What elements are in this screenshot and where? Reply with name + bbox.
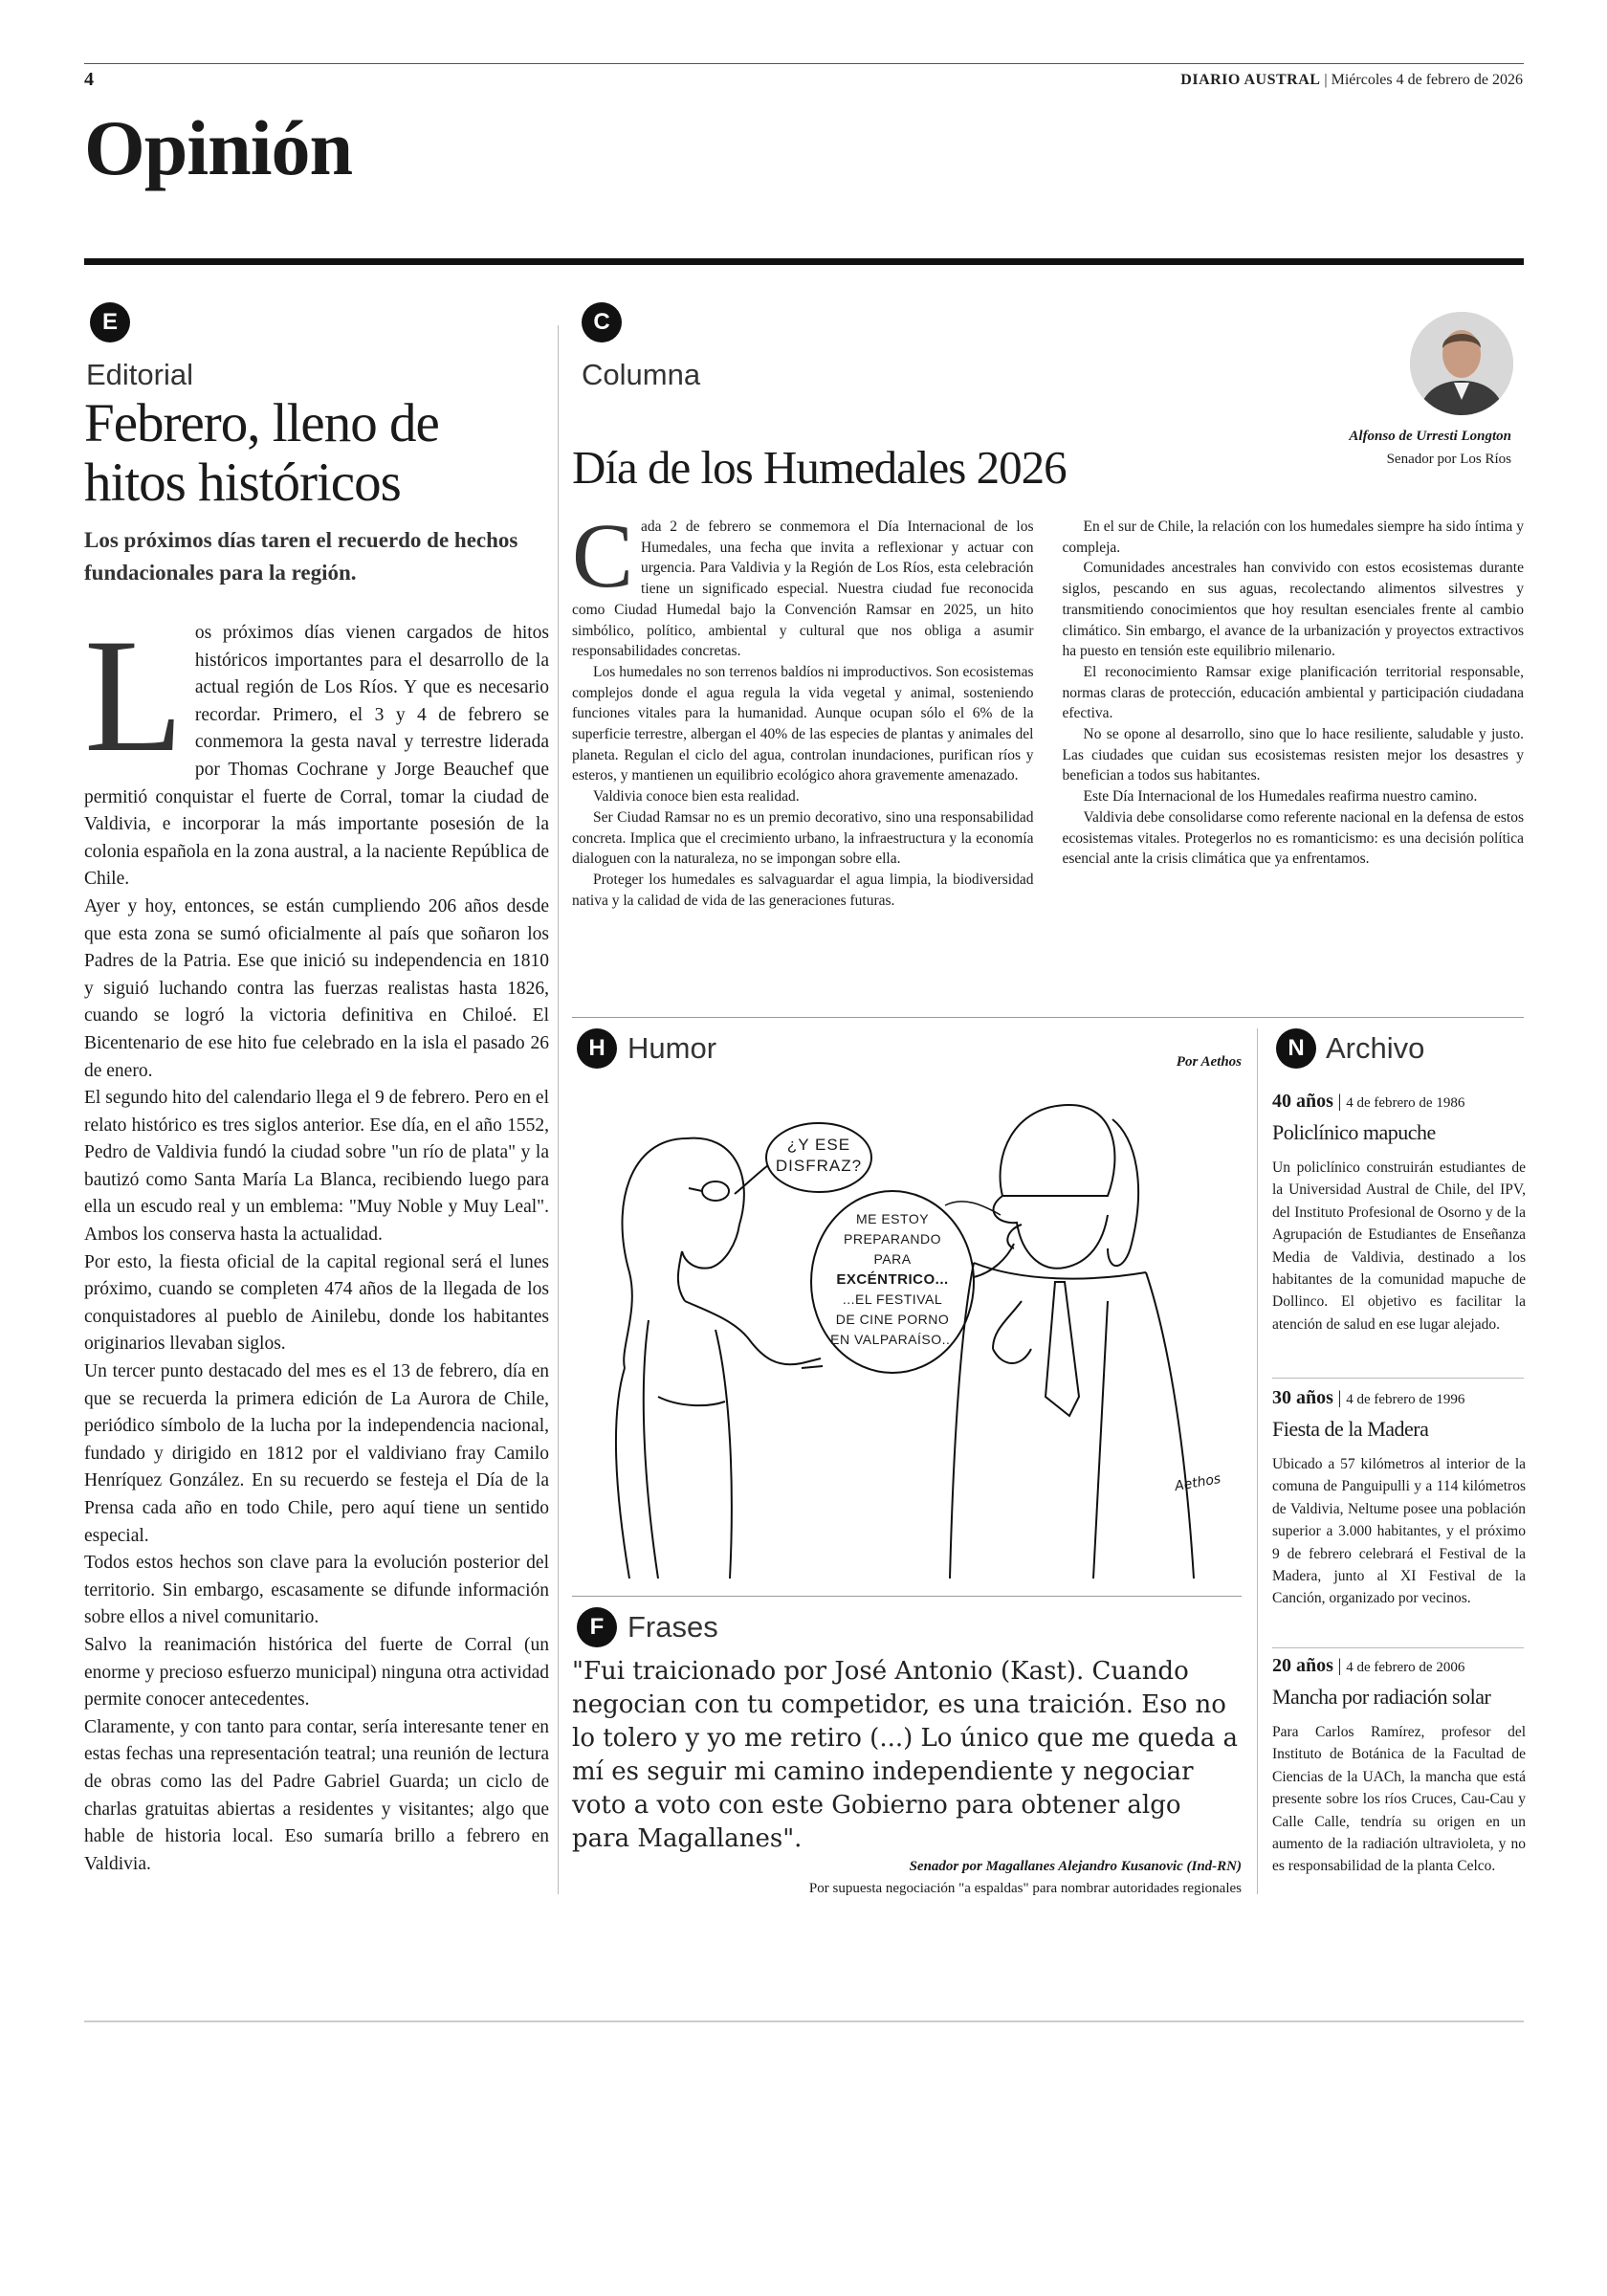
editorial-paragraph: Todos estos hechos son clave para la evolución posterior del territorio. Sin embargo, escasamente se difunde información sobre ellos a nivel comunitario. (84, 1553, 549, 1628)
archivo-kicker: Archivo (1326, 1031, 1425, 1065)
column-body (572, 504, 1524, 911)
column-divider (558, 325, 559, 1894)
archivo-date: 4 de febrero de 1996 (1346, 1392, 1465, 1407)
section-title: Opinión (84, 104, 353, 191)
archivo-date: 4 de febrero de 1986 (1346, 1095, 1465, 1111)
humor-cartoon (572, 1081, 1242, 1588)
column-paragraph: Proteger los humedales es salvaguardar el agua limpia, la biodiversidad nativa y la calidad de vida de las generaciones futuras. (572, 871, 1034, 909)
archivo-years: 40 años (1272, 1091, 1333, 1112)
column-paragraph: En el sur de Chile, la relación con los humedales siempre ha sido íntima y compleja. (1062, 519, 1524, 556)
archivo-item: 30 años | 4 de febrero de 1996 Fiesta de la Madera Ubicado a 57 kilómetros al interior de la comuna de Panguipulli y a 114 kilómetros de Valdivia, Neltume posee una población superior a 3.000 habitantes, y el próximo 9 de febrero celebrará el Festival de la Madera, junto al XI Festival de la Canción, organizado por vecinos. (1272, 1387, 1526, 1610)
page-number: 4 (84, 69, 94, 90)
author-photo (1410, 312, 1513, 415)
frases-author: Senador por Magallanes Alejandro Kusanovic (Ind-RN) (909, 1859, 1242, 1874)
editorial-dropcap: L (84, 606, 184, 785)
header-rule (84, 63, 1524, 64)
editorial-paragraph: Claramente, y con tanto para contar, sería interesante tener en estas fechas una representación teatral; una reunión de lectura de obras como las del Padre Gabriel Guarda; un ciclo de charlas gratuitas abiertas a residentes y visitantes; algo que hable de historia local. Eso sumaría brillo a febrero en Valdivia. (84, 1716, 549, 1874)
archivo-rule (1272, 1378, 1524, 1379)
editorial-deck: Los próximos días taren el recuerdo de hechos fundacionales para la región. (84, 528, 518, 585)
archivo-item: 40 años | 4 de febrero de 1986 Policlínico mapuche Un policlínico construirán estudiantes de la Universidad Austral de Chile, del IPV, del Instituto Profesional de Osorno y de la Agrupación de Estudiantes de Enseñanza Media de Valdivia, destinado a los habitantes de la comunidad mapuche de Dollinco. El objetivo es facilitar la atención de salud en ese lugar alejado. (1272, 1091, 1526, 1336)
archivo-headline: Policlínico mapuche (1272, 1120, 1436, 1144)
issue-date: Miércoles 4 de febrero de 2026 (1331, 72, 1523, 88)
editorial-kicker: Editorial (86, 358, 193, 391)
editorial-paragraph: Un tercer punto destacado del mes es el 13 de febrero, día en que se recuerda la primera edición de La Aurora de Chile, periódico símbolo de la lucha por la independencia nacional, fundado y dirigido en 1812 por el valdiviano fray Camilo Henríquez González. En su recuerdo se festeja el Día de la Prensa cada año en todo Chile, pero aquí tiene un sentido especial. (84, 1361, 549, 1546)
editorial-paragraph: El segundo hito del calendario llega el 9 de febrero. Pero en el relato histórico es tres siglos anterior. Ese día, en el año 1552, Pedro de Valdivia fundó la ciudad sobre "un río de plata" y la bautizó como Santa María La Blanca, recibiendo luego para ella un escudo real y un emblema: "Muy Noble y Muy Leal". Ambos los conserva hasta la actualidad. (84, 1088, 549, 1246)
archivo-headline: Fiesta de la Madera (1272, 1417, 1429, 1441)
column-paragraph: No se opone al desarrollo, sino que lo hace resiliente, saludable y justo. Las ciudades que cuidan sus ecosistemas resisten mejor los desastres y benefician a todos sus habitantes. (1062, 726, 1524, 784)
frases-kicker: Frases (627, 1610, 718, 1644)
editorial-body (84, 606, 549, 1878)
author-role: Senador por Los Ríos (1386, 452, 1511, 467)
editorial-first-paragraph: Los próximos días vienen cargados de hitos históricos importantes para el desarrollo de la actual región de Los Ríos. Y que es necesario recordar. Primero, el 3 y 4 de febrero se conmemora la gesta naval y terrestre liderada por Thomas Cochrane y Jorge Beauchef que permitió conquistar el fuerte de Corral, tomar la ciudad de Valdivia, e incorporar la más importante posesión de la colonia española en la zona austral, a la naciente República de Chile. (84, 606, 549, 890)
cartoon-bubble-answer: ME ESTOY PREPARANDO PARA EXCÉNTRICO... ...EL FESTIVAL DE CINE PORNO EN VALPARAÍSO... (830, 1211, 955, 1347)
cartoon-signature: Aethos (1173, 1470, 1222, 1495)
paper-name: DIARIO AUSTRAL (1180, 72, 1321, 88)
humor-kicker: Humor (627, 1031, 717, 1065)
editorial-badge: E (90, 302, 130, 342)
archivo-text: Ubicado a 57 kilómetros al interior de la comuna de Panguipulli y a 114 kilómetros de Valdivia, Neltume posee una población superior a 3.000 habitantes, y el próximo 9 de febrero celebrará el Festival de la Madera, junto al XI Festival de la Canción, organizado por vecinos. (1272, 1456, 1526, 1607)
column-paragraph: Comunidades ancestrales han convivido con estos ecosistemas durante siglos, pescando en sus aguas, recolectando alimentos silvestres y transmitiendo conocimientos que hoy resultan esenciales frente al cambio climático. Sin embargo, el avance de la urbanización y proyectos extractivos ha puesto en tensión este equilibrio milenario. (1062, 560, 1524, 660)
column-paragraph: Los humedales no son terrenos baldíos ni improductivos. Son ecosistemas complejos donde el agua regula la vida vegetal y animal, sosteniendo funciones vitales para la humanidad. Aunque ocupan sólo el 6% de la superficie terrestre, albergan el 40% de las especies de plantas y animales del planeta. Regulan el ciclo del agua, controlan inundaciones, purifican ríos y esteros, y mantienen un equilibrio ecológico ahora gravemente amenazado. (572, 663, 1034, 784)
archivo-text: Para Carlos Ramírez, profesor del Instituto de Botánica de la Facultad de Ciencias de la UACh, la mancha que está presente sobre los ríos Cruces, Cau-Cau y Calle Calle, tendría su origen en un aumento de la radiación ultravioleta, y no es responsabilidad de la planta Celco. (1272, 1724, 1526, 1875)
archivo-text: Un policlínico construirán estudiantes de la Universidad Austral de Chile, del IPV, del Instituto Profesional de Osorno y de la Agrupación de Estudiantes de Enseñanza Media de Valdivia, destinado a los habitantes de la comunidad mapuche de Dollinco. El objetivo es facilitar la atención de salud en ese lugar alejado. (1272, 1159, 1526, 1333)
archivo-rule (1272, 1647, 1524, 1648)
column-title: Día de los Humedales 2026 (572, 441, 1067, 494)
humor-credit: Por Aethos (1176, 1054, 1242, 1070)
frases-quote: "Fui traicionado por José Antonio (Kast). Cuando negocian con tu competidor, es una traición. Eso no lo tolero y yo me retiro (...) Lo único que me queda a mí es seguir mi camino independiente y negociar voto a voto con este Gobierno para obtener algo para Magallanes". (572, 1657, 1239, 1853)
column-bottom-rule (572, 1017, 1524, 1018)
editorial-paragraph: Ayer y hoy, entonces, se están cumpliendo 206 años desde que esta zona se sumó oficialmente al país que soñaron los Padres de la Patria. Ese que inició su independencia en 1810 y siguió luchando contra las fuerzas realistas hasta 1826, cuando se logró la victoria definitiva en Chiloé. El Bicentenario de ese hito fue celebrado en la isla el pasado 26 de enero. (84, 895, 549, 1081)
archivo-years: 20 años (1272, 1655, 1333, 1676)
column-dropcap: C (572, 504, 634, 607)
column-paragraph: Valdivia debe consolidarse como referente nacional en la defensa de estos ecosistemas vitales. Protegerlos no es romanticismo: es una decisión política esencial ante la crisis climática que ya enfrentamos. (1062, 808, 1524, 868)
cartoon-bubble-question: ¿Y ESE DISFRAZ? (775, 1136, 863, 1175)
section-rule (84, 258, 1524, 265)
page-bottom-rule (84, 2020, 1524, 2022)
editorial-title: Febrero, lleno de hitos históricos (84, 393, 439, 513)
column-badge: C (582, 302, 622, 342)
column-kicker: Columna (582, 358, 701, 391)
archivo-badge: N (1276, 1028, 1316, 1069)
archivo-headline: Mancha por radiación solar (1272, 1685, 1491, 1709)
archivo-item: 20 años | 4 de febrero de 2006 Mancha por radiación solar Para Carlos Ramírez, profesor del Instituto de Botánica de la Facultad de Ciencias de la UACh, la mancha que está presente sobre los ríos Cruces, Cau-Cau y Calle Calle, tendría su origen en un aumento de la radiación ultravioleta, y no es responsabilidad de la planta Celco. (1272, 1655, 1526, 1878)
column-paragraph: El reconocimiento Ramsar exige planificación territorial responsable, normas claras de protección, educación ambiental y participación ciudadana efectiva. (1062, 663, 1524, 722)
column-paragraph: Valdivia conoce bien esta realidad. (593, 788, 800, 806)
archivo-date: 4 de febrero de 2006 (1346, 1660, 1465, 1675)
archivo-divider (1257, 1028, 1258, 1894)
editorial-paragraph: Salvo la reanimación histórica del fuerte de Corral (un enorme y precioso esfuerzo municipal) ninguna otra actividad permite conocer antecedentes. (84, 1634, 549, 1711)
masthead: DIARIO AUSTRAL | Miércoles 4 de febrero de 2026 (1180, 72, 1523, 88)
column-paragraph: Este Día Internacional de los Humedales reafirma nuestro camino. (1083, 788, 1478, 806)
column-first-paragraph: Cada 2 de febrero se conmemora el Día Internacional de los Humedales, una fecha que invita a reflexionar y actuar con urgencia. Para Valdivia y la Región de Los Ríos, esta celebración tiene un significado especial. Nuestra ciudad fue reconocida como Ciudad Humedal bajo la Convención Ramsar en 2025, un hito simbólico, político, ambiental y cultural que nos obliga a asumir responsabilidades concretas. (572, 504, 1034, 660)
humor-bottom-rule (572, 1596, 1242, 1597)
humor-badge: H (577, 1028, 617, 1069)
column-paragraph: Ser Ciudad Ramsar no es un premio decorativo, sino una responsabilidad concreta. Implica que el crecimiento urbano, la infraestructura y la economía dialoguen con la naturaleza, no se impongan sobre ella. (572, 808, 1034, 868)
author-name: Alfonso de Urresti Longton (1349, 429, 1511, 444)
frases-badge: F (577, 1607, 617, 1647)
editorial-paragraph: Por esto, la fiesta oficial de la capital regional será el lunes próximo, cuando se completen 474 años de la llegada de los conquistadores al pueblo de Ainilebu, donde los habitantes originarios llevaban siglos. (84, 1251, 549, 1355)
frases-context: Por supuesta negociación "a espaldas" para nombrar autoridades regionales (808, 1881, 1242, 1896)
archivo-years: 30 años (1272, 1387, 1333, 1408)
